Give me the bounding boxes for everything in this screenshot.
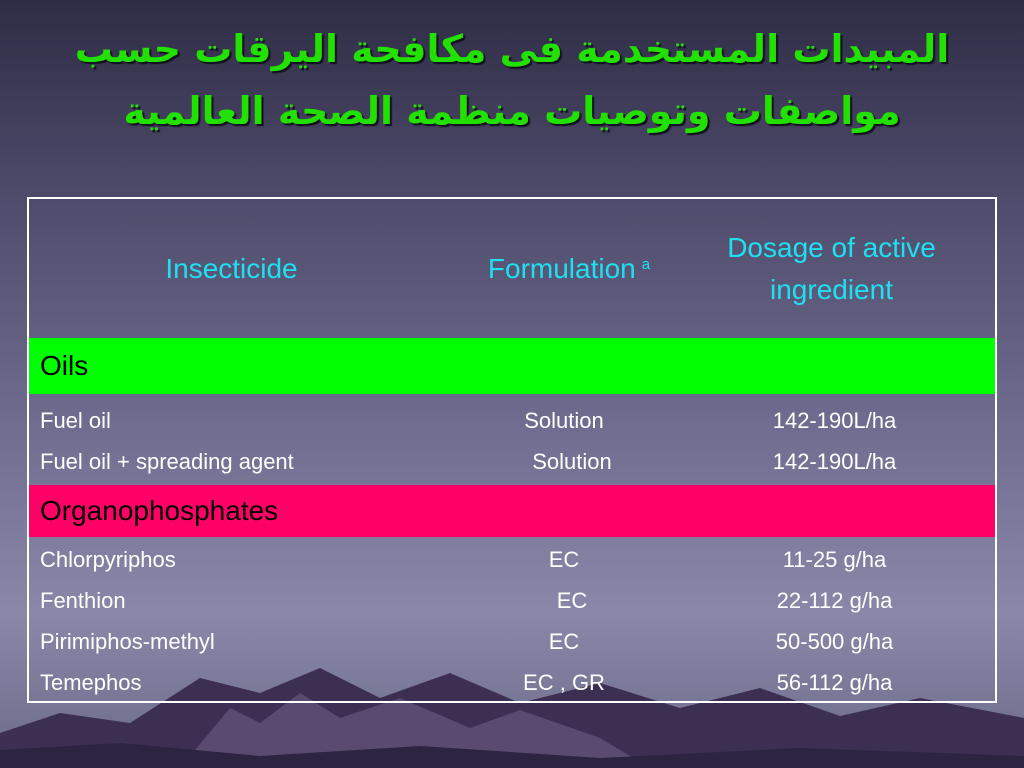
cell-formulation: EC , GR (523, 670, 605, 695)
cell-insecticide: Temephos (40, 670, 142, 695)
table-row (29, 400, 995, 441)
cell-insecticide: Chlorpyriphos (40, 547, 176, 572)
cell-insecticide: Fuel oil + spreading agent (40, 449, 294, 474)
table-row (29, 441, 995, 482)
cell-dosage: 11-25 g/ha (782, 547, 887, 572)
cell-dosage: 142-190L/ha (772, 408, 897, 433)
cell-formulation: EC (556, 588, 588, 613)
group-label: Oils (40, 350, 89, 381)
cell-formulation: Solution (532, 449, 612, 474)
group-band-oils (29, 338, 995, 394)
cell-insecticide: Pirimiphos-methyl (40, 629, 215, 654)
group-label: Organophosphates (40, 495, 279, 526)
header-formulation-footnote: a (641, 255, 651, 273)
table-row (29, 539, 995, 580)
header-insecticide (29, 199, 434, 338)
cell-formulation: EC (548, 629, 580, 654)
cell-insecticide: Fenthion (40, 588, 126, 613)
title-line-2: مواصفات وتوصيات منظمة الصحة العالمية (123, 89, 901, 133)
table-row (29, 621, 995, 662)
group-band-organophosphates (29, 485, 995, 537)
cell-dosage: 142-190L/ha (772, 449, 897, 474)
table-header-row (29, 199, 995, 338)
cell-dosage: 56-112 g/ha (776, 670, 893, 695)
header-dosage (689, 199, 974, 338)
insecticide-table (27, 197, 997, 703)
cell-dosage: 22-112 g/ha (776, 588, 893, 613)
cell-dosage: 50-500 g/ha (775, 629, 894, 654)
header-formulation (434, 199, 704, 338)
header-formulation-label: Formulation (487, 252, 636, 284)
title-line-1: المبيدات المستخدمة فى مكافحة اليرقات حسب (74, 27, 950, 71)
header-dosage-label: Dosage of active ingredient (727, 231, 936, 305)
cell-formulation: Solution (524, 408, 604, 433)
slide-title (20, 18, 1004, 142)
table-row (29, 662, 995, 703)
header-insecticide-label: Insecticide (165, 252, 298, 284)
cell-insecticide: Fuel oil (40, 408, 111, 433)
table-row (29, 580, 995, 621)
cell-formulation: EC (548, 547, 580, 572)
